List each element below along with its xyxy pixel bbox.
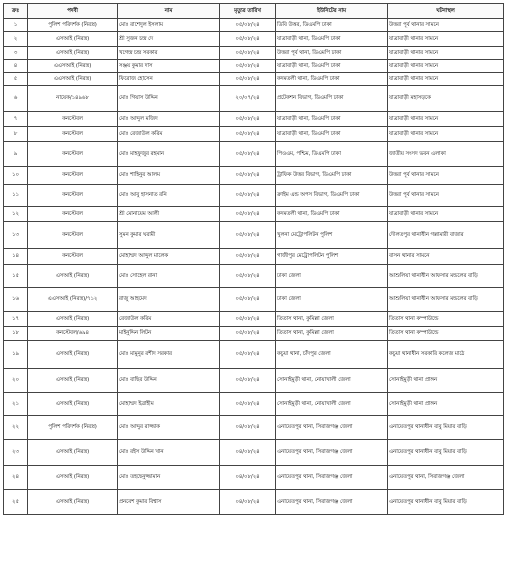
cell-location: যাত্রাবাড়ী থানার সামনে <box>388 127 504 142</box>
cell-serial: ১৯ <box>4 341 28 369</box>
cell-location: যাত্রাবাড়ী থানার সামনে <box>388 112 504 127</box>
cell-unit: কদমতলী থানা, ডিএমপি ঢাকা <box>276 73 388 86</box>
cell-unit: ঢাকা জেলা <box>276 265 388 288</box>
cell-location: এনায়েতপুর থানাধীন বাবু মিয়ার বাড়ি <box>388 440 504 466</box>
cell-serial: ৬ <box>4 86 28 112</box>
cell-location: কচুয়া থানাধীন সরকারি কলেজ মাঠে <box>388 341 504 369</box>
table-row <box>4 490 504 515</box>
cell-unit: সোনাইমুড়ী থানা, নোয়াখালী জেলা <box>276 393 388 416</box>
cell-location: যাত্রাবাড়ী থানার সামনে <box>388 73 504 86</box>
table-row <box>4 32 504 47</box>
cell-serial: ১২ <box>4 207 28 222</box>
cell-location: সোনাইমুড়ী থানা প্রাঙ্গন <box>388 393 504 416</box>
cell-unit: সোনাইমুড়ী থানা, নোয়াখালী জেলা <box>276 369 388 393</box>
cell-rank: কনস্টেবল <box>28 222 118 249</box>
cell-rank: এসআই (নিরস্ত্র) <box>28 47 118 60</box>
cell-death-date: ০৫/০৮/২৪ <box>220 60 276 73</box>
table-row <box>4 19 504 32</box>
cell-serial: ২০ <box>4 369 28 393</box>
cell-name: মোঃ সোহেল রানা <box>118 265 220 288</box>
table-row <box>4 440 504 466</box>
cell-name: মোঃ আব্দুল মজিদ <box>118 112 220 127</box>
table-row <box>4 466 504 490</box>
cell-rank: পুলিশ পরিদর্শক (নিরস্ত্র) <box>28 416 118 440</box>
cell-rank: এএসআই (নিরস্ত্র) <box>28 60 118 73</box>
column-header-death-date: মৃত্যুর তারিখ <box>220 4 276 19</box>
cell-death-date: ০৫/০৮/২৪ <box>220 142 276 167</box>
cell-location: জাতীয় সংসদ ভবন এলাকা <box>388 142 504 167</box>
cell-name: মোহাম্মদ ইব্রাহীম <box>118 393 220 416</box>
cell-name: ফিরোজ হোসেন <box>118 73 220 86</box>
cell-unit: তিতাস থানা, কুমিল্লা জেলা <box>276 327 388 341</box>
cell-name: খগেন্দ্র চন্দ্র সরকার <box>118 47 220 60</box>
cell-location: এনায়েতপুর থানাধীন বাবু মিয়ার বাড়ি <box>388 416 504 440</box>
cell-death-date: ০৫/০৮/২৪ <box>220 249 276 265</box>
cell-rank: কনস্টেবল <box>28 185 118 207</box>
table-row <box>4 73 504 86</box>
table-row <box>4 86 504 112</box>
table-row <box>4 207 504 222</box>
cell-location: এনায়েতপুর থানা, সিরাজগঞ্জ জেলা <box>388 466 504 490</box>
cell-location: দৌলতপুর থানাধীন গল্লামারী বাজার <box>388 222 504 249</box>
cell-death-date: ০৫/০৮/২৪ <box>220 112 276 127</box>
cell-name: মোহাম্মদ আব্দুল মালেক <box>118 249 220 265</box>
cell-serial: ৪ <box>4 60 28 73</box>
cell-unit: যাত্রাবাড়ী থানা, ডিএমপি ঢাকা <box>276 112 388 127</box>
cell-unit: কচুয়া থানা, চাঁদপুর জেলা <box>276 341 388 369</box>
casualty-table <box>3 3 504 515</box>
cell-unit: খুলনা মেট্রোপলিটন পুলিশ <box>276 222 388 249</box>
cell-name: সুমন কুমার ঘরামী <box>118 222 220 249</box>
table-row <box>4 60 504 73</box>
cell-rank: এসআই (নিরস্ত্র) <box>28 32 118 47</box>
table-row <box>4 393 504 416</box>
cell-name: মাইনুদ্দিন লিটন <box>118 327 220 341</box>
cell-name: মোঃ রেজাউল করিম <box>118 127 220 142</box>
column-header-unit: ইউনিটের নাম <box>276 4 388 19</box>
table-row <box>4 127 504 142</box>
cell-unit: যাত্রাবাড়ী থানা, ডিএমপি ঢাকা <box>276 32 388 47</box>
cell-death-date: ০৪/০৮/২৪ <box>220 416 276 440</box>
cell-rank: এসআই (নিরস্ত্র) <box>28 265 118 288</box>
cell-serial: ২ <box>4 32 28 47</box>
cell-rank: পুলিশ পরিদর্শক (নিরস্ত্র) <box>28 19 118 32</box>
cell-rank: কনস্টেবল <box>28 112 118 127</box>
cell-rank: কনস্টেবল <box>28 207 118 222</box>
table-body <box>4 19 504 515</box>
table-row <box>4 47 504 60</box>
cell-serial: ২৩ <box>4 440 28 466</box>
cell-unit: তিতাস থানা, কুমিল্লা জেলা <box>276 312 388 327</box>
cell-location: আশুলিয়া থানাধীন আফসার মন্ডলের বাড়ি <box>388 288 504 312</box>
column-header-serial: ক্রঃ <box>4 4 28 19</box>
cell-serial: ৭ <box>4 112 28 127</box>
cell-rank: এএসআই (নিরস্ত্র)/৭১২ <box>28 288 118 312</box>
table-row <box>4 142 504 167</box>
table-header-row <box>4 4 504 19</box>
cell-death-date: ০৫/০৮/২৪ <box>220 19 276 32</box>
cell-death-date: ০৫/০৮/২৪ <box>220 32 276 47</box>
cell-rank: কনস্টেবল <box>28 167 118 185</box>
cell-name: মোঃ আবু হাসনাত রনি <box>118 185 220 207</box>
cell-name: মোঃ শাহিনুর আলম <box>118 167 220 185</box>
cell-location: উত্তরা পূর্ব থানার সামনে <box>388 19 504 32</box>
cell-death-date: ২০/০৭/২৪ <box>220 86 276 112</box>
cell-rank: এসআই (নিরস্ত্র) <box>28 393 118 416</box>
cell-name: রাজু আহমেদ <box>118 288 220 312</box>
cell-unit: প্রটেকশন বিভাগ, ডিএমপি ঢাকা <box>276 86 388 112</box>
table-row <box>4 167 504 185</box>
cell-serial: ১৪ <box>4 249 28 265</box>
cell-unit: উত্তরা পূর্ব থানা, ডিএমপি ঢাকা <box>276 47 388 60</box>
cell-name: শ্রী মোনায়েম আলী <box>118 207 220 222</box>
cell-unit: যাত্রাবাড়ী থানা, ডিএমপি ঢাকা <box>276 60 388 73</box>
cell-unit: এনায়েতপুর থানা, সিরাজগঞ্জ জেলা <box>276 466 388 490</box>
table-row <box>4 369 504 393</box>
cell-death-date: ০৪/০৮/২৪ <box>220 490 276 515</box>
cell-name: মোঃ গিয়াস উদ্দিন <box>118 86 220 112</box>
table-row <box>4 288 504 312</box>
cell-serial: ১৮ <box>4 327 28 341</box>
cell-rank: এসআই (নিরস্ত্র) <box>28 466 118 490</box>
cell-unit: ঢাকা জেলা <box>276 288 388 312</box>
cell-serial: ৫ <box>4 73 28 86</box>
cell-serial: ১ <box>4 19 28 32</box>
cell-rank: কনস্টেবল <box>28 249 118 265</box>
cell-serial: ২৪ <box>4 466 28 490</box>
cell-death-date: ০৫/০৮/২৪ <box>220 393 276 416</box>
cell-name: শ্রী সুজন চন্দ্র দে <box>118 32 220 47</box>
cell-death-date: ০৫/০৮/২৪ <box>220 288 276 312</box>
cell-serial: ১০ <box>4 167 28 185</box>
table-row <box>4 341 504 369</box>
cell-unit: ক্রাইম এন্ড অপস বিভাগ, ডিএমপি ঢাকা <box>276 185 388 207</box>
cell-unit: গাজীপুর মেট্রোপলিটন পুলিশ <box>276 249 388 265</box>
cell-serial: ২২ <box>4 416 28 440</box>
cell-name: সঞ্জয় কুমার দাস <box>118 60 220 73</box>
cell-name: মোঃ তহছেনুজ্জামান <box>118 466 220 490</box>
cell-rank: কনস্টেবল <box>28 127 118 142</box>
cell-rank: এসআই (নিরস্ত্র) <box>28 440 118 466</box>
cell-location: যাত্রাবাড়ী থানার সামনে <box>388 32 504 47</box>
cell-unit: কদমতলী থানা, ডিএমপি ঢাকা <box>276 207 388 222</box>
cell-location: যাত্রাবাড়ী থানার সামনে <box>388 207 504 222</box>
cell-unit: এনায়েতপুর থানা, সিরাজগঞ্জ জেলা <box>276 416 388 440</box>
cell-death-date: ০৫/০৮/২৪ <box>220 341 276 369</box>
cell-name: মোঃ রাশেদুল ইসলাম <box>118 19 220 32</box>
cell-unit: যাত্রাবাড়ী থানা, ডিএমপি ঢাকা <box>276 127 388 142</box>
cell-location: উত্তরা পূর্ব থানার সামনে <box>388 185 504 207</box>
table-row <box>4 265 504 288</box>
cell-death-date: ০৫/০৮/২৪ <box>220 73 276 86</box>
cell-rank: এসআই (নিরস্ত্র) <box>28 369 118 393</box>
cell-unit: ডিবি উত্তর, ডিএমপি ঢাকা <box>276 19 388 32</box>
cell-location: বাসন থানার সামনে <box>388 249 504 265</box>
casualty-list-document <box>3 3 503 515</box>
cell-rank: এসআই (নিরস্ত্র) <box>28 341 118 369</box>
cell-serial: ৩ <box>4 47 28 60</box>
cell-serial: ১৭ <box>4 312 28 327</box>
cell-location: যাত্রাবাড়ী থানার সামনে <box>388 47 504 60</box>
cell-name: রেজাউল করিম <box>118 312 220 327</box>
table-row <box>4 327 504 341</box>
cell-location: তিতাস থানা কম্পাউন্ডে <box>388 312 504 327</box>
cell-name: মোঃ মামুনুর রশীদ সরকার <box>118 341 220 369</box>
cell-death-date: ০৪/০৮/২৪ <box>220 466 276 490</box>
cell-unit: এনায়েতপুর থানা, সিরাজগঞ্জ জেলা <box>276 490 388 515</box>
cell-serial: ১১ <box>4 185 28 207</box>
cell-death-date: ০৫/০৮/২৪ <box>220 265 276 288</box>
cell-serial: ৮ <box>4 127 28 142</box>
cell-name: মোঃ মাহফুজুর রহমান <box>118 142 220 167</box>
table-row <box>4 312 504 327</box>
column-header-rank: পদবী <box>28 4 118 19</box>
cell-rank: এসআই (নিরস্ত্র) <box>28 312 118 327</box>
table-row <box>4 222 504 249</box>
cell-unit: ট্রাফিক উত্তর বিভাগ, ডিএমপি ঢাকা <box>276 167 388 185</box>
cell-rank: এসআই (নিরস্ত্র) <box>28 490 118 515</box>
cell-serial: ১৫ <box>4 265 28 288</box>
cell-death-date: ০৫/০৮/২৪ <box>220 185 276 207</box>
cell-rank: কনস্টেবল/৬৯৪ <box>28 327 118 341</box>
table-row <box>4 249 504 265</box>
cell-location: যাত্রাবাড়ী মহাসড়কে <box>388 86 504 112</box>
cell-death-date: ০৪/০৮/২৪ <box>220 440 276 466</box>
cell-location: উত্তরা পূর্ব থানার সামনে <box>388 167 504 185</box>
cell-serial: ১৩ <box>4 222 28 249</box>
cell-location: এনায়েতপুর থানাধীন বাবু মিয়ার বাড়ি <box>388 490 504 515</box>
cell-death-date: ০৫/০৮/২৪ <box>220 369 276 393</box>
cell-serial: ২৫ <box>4 490 28 515</box>
cell-unit: পিওএম, পশ্চিম, ডিএমপি ঢাকা <box>276 142 388 167</box>
table-row <box>4 416 504 440</box>
cell-death-date: ০৫/০৮/২৪ <box>220 207 276 222</box>
cell-rank: এএসআই (নিরস্ত্র) <box>28 73 118 86</box>
cell-death-date: ০৫/০৮/২৪ <box>220 127 276 142</box>
table-row <box>4 185 504 207</box>
cell-death-date: ০৫/০৮/২৪ <box>220 312 276 327</box>
cell-location: সোনাইমুড়ী থানা প্রাঙ্গন <box>388 369 504 393</box>
cell-rank: নায়েক/১৪৯৬৮ <box>28 86 118 112</box>
cell-serial: ১৬ <box>4 288 28 312</box>
cell-death-date: ০৫/০৮/২৪ <box>220 327 276 341</box>
cell-rank: কনস্টেবল <box>28 142 118 167</box>
cell-name: মোঃ রইস উদ্দিন খান <box>118 440 220 466</box>
cell-name: মোঃ আব্দুর রাজ্জাক <box>118 416 220 440</box>
cell-serial: ২১ <box>4 393 28 416</box>
cell-unit: এনায়েতপুর থানা, সিরাজগঞ্জ জেলা <box>276 440 388 466</box>
cell-location: আশুলিয়া থানাধীন আফসার মন্ডলের বাড়ি <box>388 265 504 288</box>
cell-name: মোঃ বাছির উদ্দিন <box>118 369 220 393</box>
column-header-name: নাম <box>118 4 220 19</box>
cell-name: প্রনবেশ কুমার বিশ্বাস <box>118 490 220 515</box>
cell-death-date: ০৫/০৮/২৪ <box>220 167 276 185</box>
cell-serial: ৯ <box>4 142 28 167</box>
cell-location: তিতাস থানা কম্পাউন্ডে <box>388 327 504 341</box>
cell-location: যাত্রাবাড়ী থানার সামনে <box>388 60 504 73</box>
cell-death-date: ০৫/০৮/২৪ <box>220 47 276 60</box>
cell-death-date: ০৫/০৮/২৪ <box>220 222 276 249</box>
table-row <box>4 112 504 127</box>
column-header-location: ঘটনাস্থল <box>388 4 504 19</box>
